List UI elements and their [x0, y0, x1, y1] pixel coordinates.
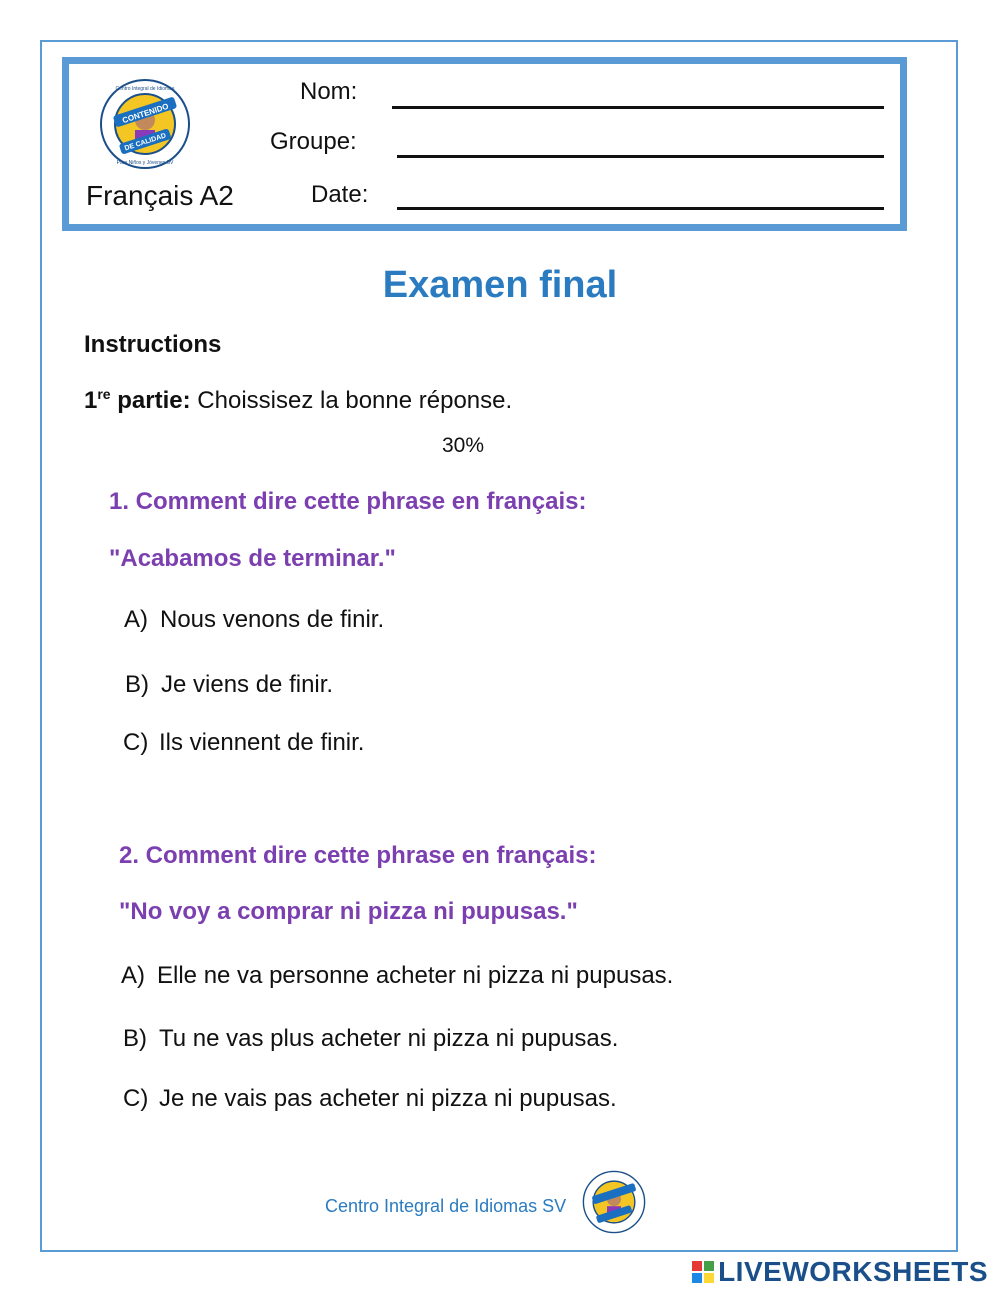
part-number: 1	[84, 387, 98, 414]
instructions-heading: Instructions	[84, 331, 222, 358]
name-label: Nom:	[300, 78, 358, 105]
brand-blocks-icon	[692, 1261, 714, 1283]
logo-banner-1: CONTENIDO	[121, 101, 170, 126]
footer-org: Centro Integral de Idiomas SV	[325, 1196, 567, 1216]
option-letter: C)	[123, 729, 149, 756]
option-letter: B)	[123, 1025, 147, 1052]
question-1-prompt: 1. Comment dire cette phrase en français:	[109, 488, 587, 515]
option-text: Tu ne vas plus acheter ni pizza ni pupusas.	[159, 1025, 619, 1052]
part-suffix: re	[97, 386, 111, 402]
logo-text-top: Centro Integral de Idiomas	[115, 86, 175, 92]
option-text: Nous venons de finir.	[160, 606, 385, 633]
question-2-option-c[interactable]	[123, 1085, 617, 1113]
logo-banner-2: DE CALIDAD	[123, 132, 168, 153]
group-label: Groupe:	[270, 128, 357, 155]
question-1-option-c[interactable]	[123, 729, 364, 757]
part-word: partie:	[117, 387, 191, 414]
name-field[interactable]	[392, 106, 884, 109]
percent-weight: 30%	[442, 434, 485, 457]
group-field[interactable]	[397, 155, 884, 158]
header-box	[62, 57, 907, 231]
question-2-option-b[interactable]	[123, 1025, 618, 1053]
question-2-option-a[interactable]	[121, 962, 673, 990]
brand-name: LIVEWORKSHEETS	[718, 1256, 988, 1287]
option-letter: A)	[124, 606, 148, 633]
option-letter: B)	[125, 671, 149, 698]
part-instruction	[84, 386, 512, 415]
part-text: Choissisez la bonne réponse.	[190, 387, 513, 414]
option-text: Je viens de finir.	[161, 671, 334, 698]
liveworksheets-brand[interactable]	[692, 1256, 988, 1288]
page-title: Examen final	[382, 264, 618, 306]
option-letter: A)	[121, 962, 145, 989]
option-letter: C)	[123, 1085, 149, 1112]
question-2-prompt: 2. Comment dire cette phrase en français:	[119, 842, 597, 869]
option-text: Elle ne va personne acheter ni pizza ni pupusas.	[157, 962, 674, 989]
question-1-phrase: "Acabamos de terminar."	[109, 545, 396, 572]
footer-logo-icon	[582, 1170, 646, 1234]
option-text: Je ne vais pas acheter ni pizza ni pupusas.	[159, 1085, 617, 1112]
question-1-option-b[interactable]	[125, 671, 333, 699]
option-text: Ils viennent de finir.	[159, 729, 365, 756]
course-label: Français A2	[86, 180, 234, 211]
question-1-option-a[interactable]	[124, 606, 384, 634]
school-logo-icon	[99, 78, 191, 170]
date-label: Date:	[311, 181, 369, 208]
question-2-phrase: "No voy a comprar ni pizza ni pupusas."	[119, 898, 578, 925]
logo-text-bottom: Para Niños y Jóvenes SV	[116, 160, 174, 166]
date-field[interactable]	[397, 207, 884, 210]
